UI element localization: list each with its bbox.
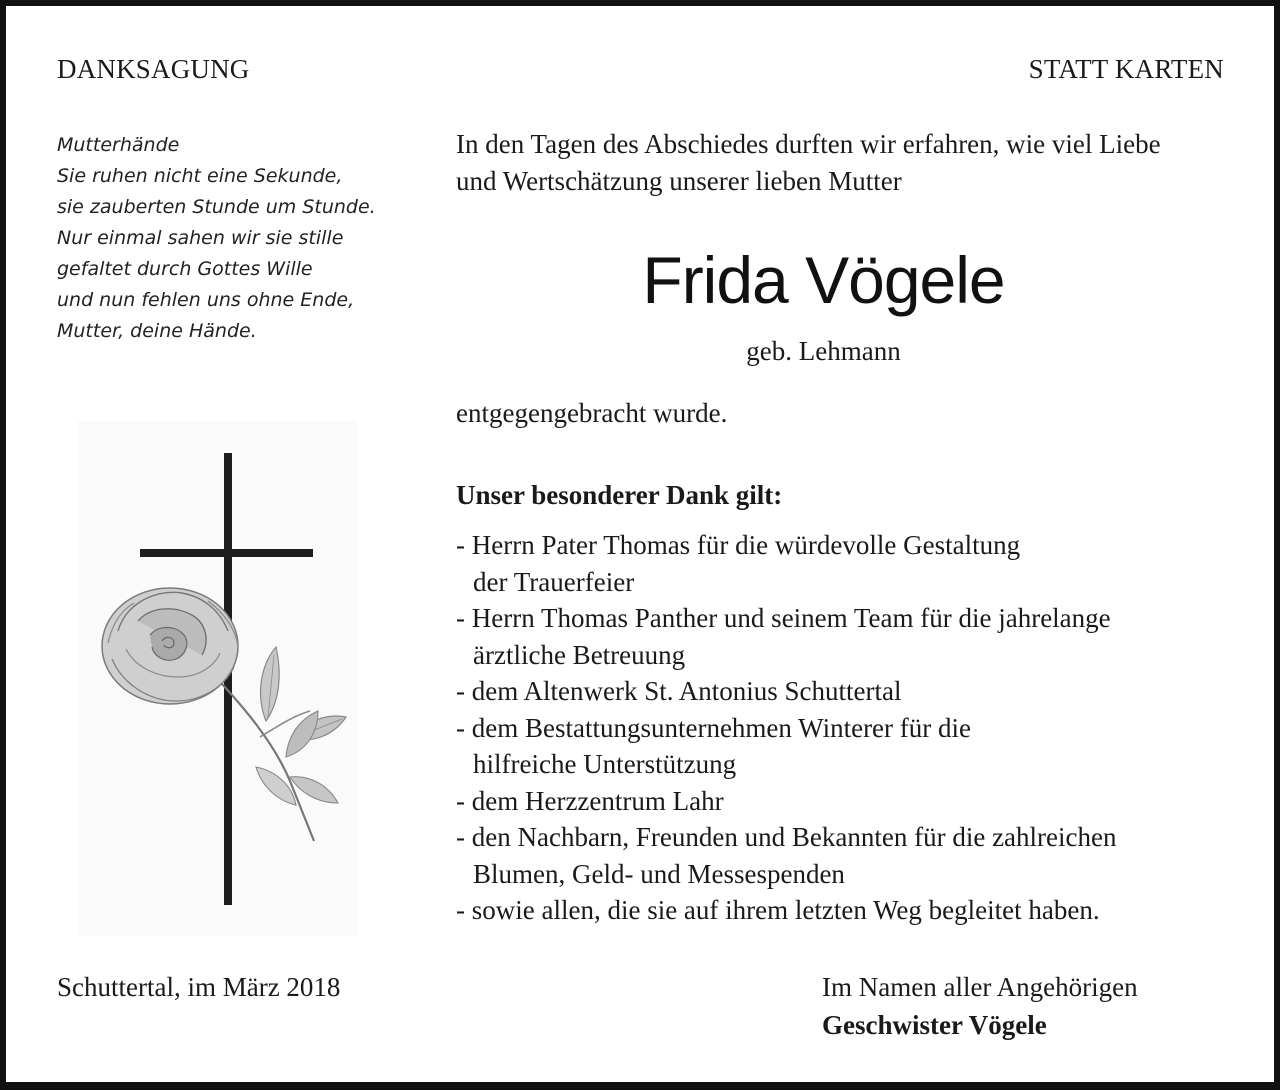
thanks-item: - Herrn Pater Thomas für die würdevolle Gestaltung [456, 530, 1021, 560]
after-name-text: entgegengebracht wurde. [456, 398, 728, 428]
header-left: DANKSAGUNG [57, 54, 250, 84]
intro-text [456, 126, 1161, 200]
thanks-item: - dem Altenwerk St. Antonius Schuttertal [456, 676, 902, 706]
poem-line: gefaltet durch Gottes Wille [57, 258, 313, 280]
poem-line: Sie ruhen nicht eine Sekunde, [57, 165, 343, 187]
poem-line: Nur einmal sahen wir sie stille [57, 227, 344, 249]
poem-line: und nun fehlen uns ohne Ende, [57, 289, 355, 311]
poem-title: Mutterhände [57, 134, 180, 156]
obituary-notice [6, 6, 1274, 1082]
on-behalf-text: Im Namen aller Angehörigen [822, 972, 1138, 1002]
thanks-item-continuation: hilfreiche Unterstützung [473, 749, 737, 779]
place-date: Schuttertal, im März 2018 [57, 972, 341, 1002]
thanks-item: - Herrn Thomas Panther und seinem Team für die jahrelange [456, 603, 1111, 633]
intro-line: In den Tagen des Abschiedes durften wir erfahren, wie viel Liebe [456, 129, 1161, 159]
thanks-heading: Unser besonderer Dank gilt: [456, 480, 783, 510]
cross-rose-illustration [78, 421, 358, 936]
cross-and-rose-emblem [78, 421, 358, 936]
thanks-item: - dem Herzzentrum Lahr [456, 785, 724, 816]
thanks-item: - dem Bestattungsunternehmen Winterer für die [456, 712, 972, 743]
poem-line: Mutter, deine Hände. [57, 320, 257, 342]
thanks-item-continuation: Blumen, Geld- und Messespenden [473, 858, 845, 889]
signers: Geschwister Vögele [822, 1010, 1047, 1040]
header-right: STATT KARTEN [1028, 54, 1224, 84]
maiden-name: geb. Lehmann [746, 336, 901, 366]
thanks-item-continuation: der Trauerfeier [473, 566, 635, 597]
thanks-item: - sowie allen, die sie auf ihrem letzten Weg begleitet haben. [456, 895, 1100, 925]
poem [57, 130, 376, 347]
poem-line: sie zauberten Stunde um Stunde. [57, 196, 376, 218]
deceased-name: Frida Vögele [642, 243, 1005, 317]
intro-line: und Wertschätzung unserer lieben Mutter [456, 166, 902, 196]
thanks-item-continuation: ärztliche Betreuung [473, 639, 686, 670]
thanks-list [456, 527, 1117, 929]
thanks-item: - den Nachbarn, Freunden und Bekannten für die zahlreichen [456, 822, 1117, 852]
